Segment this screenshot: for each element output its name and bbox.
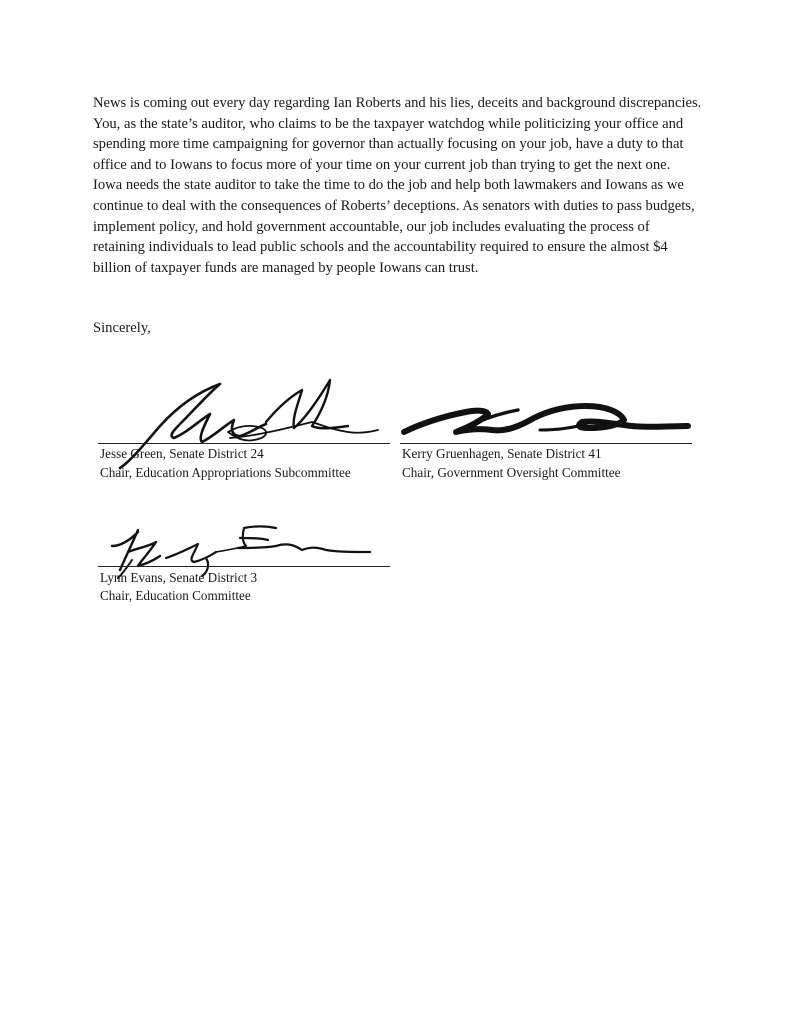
signature-line [98,443,390,444]
signatory-name-line: Lynn Evans, Senate District 3 [100,570,258,585]
signature-block-green [98,370,390,490]
signatory-title-line: Chair, Education Committee [100,588,251,603]
signatory-title-line: Chair, Government Oversight Committee [402,465,621,480]
signature-block-gruenhagen [400,370,692,490]
signatory-name-line: Jesse Green, Senate District 24 [100,446,264,461]
letter-closing: Sincerely, [93,320,151,336]
signature-line [400,443,692,444]
letter-body: News is coming out every day regarding Ian Roberts and his lies, deceits and background discrepancies. You, as the state’s auditor, who claims to be the taxpayer watchdog while politicizing your office and spending more time campaigning for governor than actually focusing on your job, have a duty to that office and to Iowans to focus more of your time on your current job than trying to get the next one. Iowa needs the state auditor to take the time to do the job and help both lawmakers and Iowans as we continue to deal with the consequences of Roberts’ deceptions. As senators with duties to pass budgets, implement policy, and hold government accountable, our job includes evaluating the process of retaining individuals to lead public schools and the accountability required to ensure the almost $4 billion of taxpayer funds are managed by people Iowans can trust. [93,95,702,276]
signature-gruenhagen [400,370,692,450]
signature-block-evans [98,520,390,610]
signature-line [98,566,390,567]
signatory-name-line: Kerry Gruenhagen, Senate District 41 [402,446,602,461]
signatory-title-line: Chair, Education Appropriations Subcommittee [100,465,351,480]
